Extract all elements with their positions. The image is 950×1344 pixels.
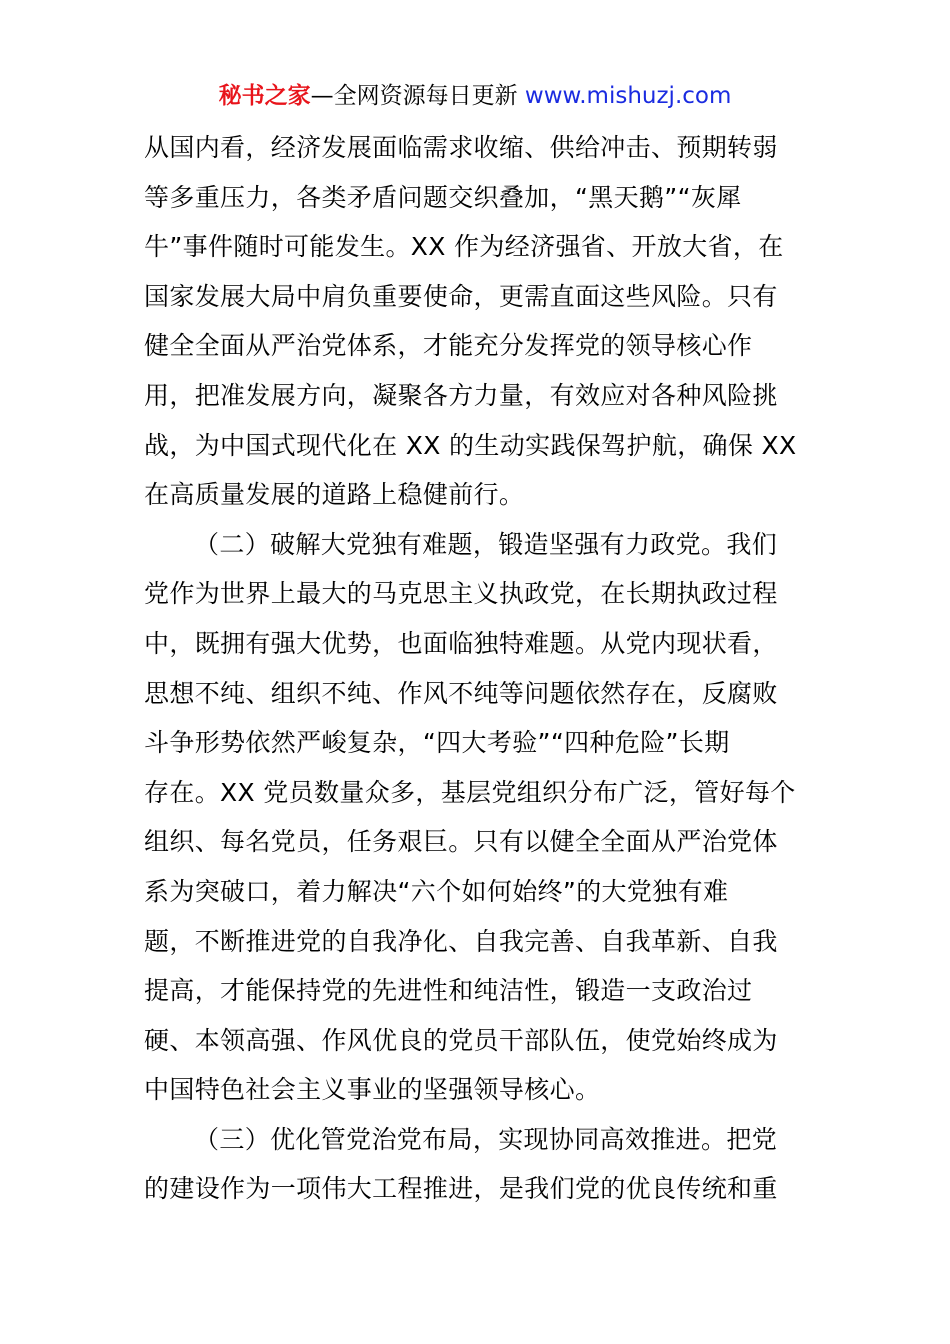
text-line: 健全全面从严治党体系，才能充分发挥党的领导核心作 (144, 331, 753, 361)
text-line: 的建设作为一项伟大工程推进，是我们党的优良传统和重 (144, 1174, 778, 1204)
section-heading-line: （三）优化管党治党布局，实现协同高效推进。把党 (194, 1124, 778, 1154)
text-line: 存在。XX 党员数量众多，基层党组织分布广泛，管好每个 (144, 777, 796, 807)
site-brand: 秘书之家 (218, 83, 311, 109)
site-url[interactable]: www.mishuzj.com (524, 83, 732, 109)
text-line: 组织、每名党员，任务艰巨。只有以健全全面从严治党体 (144, 827, 778, 857)
text-line: 党作为世界上最大的马克思主义执政党，在长期执政过程 (144, 579, 778, 609)
text-line: 提高，才能保持党的先进性和纯洁性，锻造一支政治过 (144, 976, 753, 1006)
text-line: 国家发展大局中肩负重要使命，更需直面这些风险。只有 (144, 281, 778, 311)
text-line: 战，为中国式现代化在 XX 的生动实践保驾护航，确保 XX (144, 430, 797, 460)
text-line: 用，把准发展方向，凝聚各方力量，有效应对各种风险挑 (144, 380, 778, 410)
text-line: 硬、本领高强、作风优良的党员干部队伍，使党始终成为 (144, 1025, 778, 1055)
text-line: 中国特色社会主义事业的坚强领导核心。 (144, 1075, 601, 1105)
site-slogan: —全网资源每日更新 (310, 83, 525, 109)
text-line: 等多重压力，各类矛盾问题交织叠加，“黑天鹅”“灰犀 (144, 182, 742, 212)
document-header (0, 80, 950, 112)
text-line: 在高质量发展的道路上稳健前行。 (144, 480, 525, 510)
text-line: 系为突破口，着力解决“六个如何始终”的大党独有难 (144, 876, 729, 906)
text-line: 中，既拥有强大优势，也面临独特难题。从党内现状看， (144, 628, 778, 658)
section-heading-line: （二）破解大党独有难题，锻造坚强有力政党。我们 (194, 529, 778, 559)
text-line: 牛”事件随时可能发生。XX 作为经济强省、开放大省，在 (144, 232, 784, 262)
text-line: 从国内看，经济发展面临需求收缩、供给冲击、预期转弱 (144, 133, 778, 162)
text-line: 思想不纯、组织不纯、作风不纯等问题依然存在，反腐败 (144, 678, 778, 708)
text-line: 题，不断推进党的自我净化、自我完善、自我革新、自我 (144, 926, 778, 956)
text-line: 斗争形势依然严峻复杂，“四大考验”“四种危险”长期 (144, 728, 730, 758)
document-body (144, 123, 808, 1214)
